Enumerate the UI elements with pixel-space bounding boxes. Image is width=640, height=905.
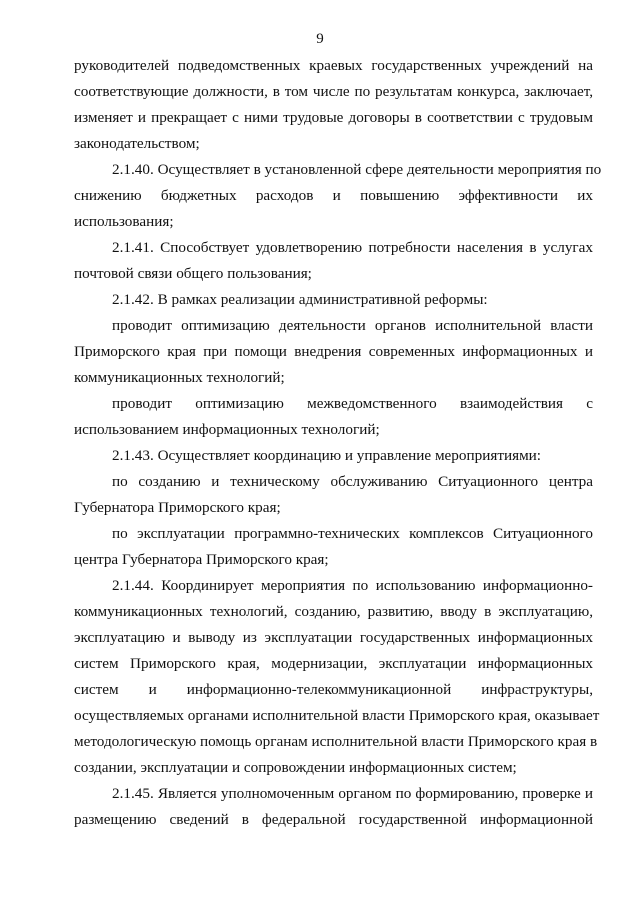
text-line: систем Приморского края, модернизации, эксплуатации информационных	[74, 655, 593, 672]
text-line: 2.1.43. Осуществляет координацию и управление мероприятиями:	[112, 447, 542, 464]
text-line: 2.1.45. Является уполномоченным органом по формированию, проверке и	[112, 785, 593, 802]
text-line: соответствующие должности, в том числе по результатам конкурса, заключает,	[74, 83, 593, 100]
text-line: изменяет и прекращает с ними трудовые договоры в соответствии с трудовым	[74, 109, 593, 126]
text-line: коммуникационных технологий;	[74, 369, 285, 386]
text-line: использованием информационных технологий;	[74, 421, 380, 438]
text-line: 2.1.44. Координирует мероприятия по использованию информационно-	[112, 577, 593, 594]
text-line: по созданию и техническому обслуживанию Ситуационного центра	[112, 473, 593, 490]
text-line: систем и информационно-телекоммуникационной инфраструктуры,	[74, 681, 593, 698]
text-line: центра Губернатора Приморского края;	[74, 551, 329, 568]
text-line: 2.1.40. Осуществляет в установленной сфере деятельности мероприятия по	[112, 161, 602, 178]
text-line: по эксплуатации программно-технических комплексов Ситуационного	[112, 525, 593, 542]
page-number: 9	[316, 31, 324, 47]
text-line: Приморского края при помощи внедрения современных информационных и	[74, 343, 593, 360]
text-line: почтовой связи общего пользования;	[74, 265, 312, 282]
text-line: коммуникационных технологий, созданию, развитию, вводу в эксплуатацию,	[74, 603, 593, 620]
text-line: проводит оптимизацию межведомственного взаимодействия с	[112, 395, 593, 412]
text-line: 2.1.41. Способствует удовлетворению потребности населения в услугах	[112, 239, 593, 256]
text-line: размещению сведений в федеральной государственной информационной	[74, 811, 593, 828]
text-line: 2.1.42. В рамках реализации административной реформы:	[112, 291, 488, 308]
text-line: осуществляемых органами исполнительной власти Приморского края, оказывает	[74, 707, 600, 724]
document-body	[74, 53, 602, 833]
text-line: руководителей подведомственных краевых государственных учреждений на	[74, 57, 593, 74]
text-line: Губернатора Приморского края;	[74, 499, 281, 516]
text-line: методологическую помощь органам исполнительной власти Приморского края в	[74, 733, 598, 750]
text-line: использования;	[74, 213, 174, 230]
text-line: снижению бюджетных расходов и повышению эффективности их	[74, 187, 593, 204]
text-line: законодательством;	[74, 135, 200, 152]
text-line: создании, эксплуатации и сопровождении информационных систем;	[74, 759, 517, 776]
text-line: проводит оптимизацию деятельности органов исполнительной власти	[112, 317, 593, 334]
text-line: эксплуатацию и выводу из эксплуатации государственных информационных	[74, 629, 593, 646]
